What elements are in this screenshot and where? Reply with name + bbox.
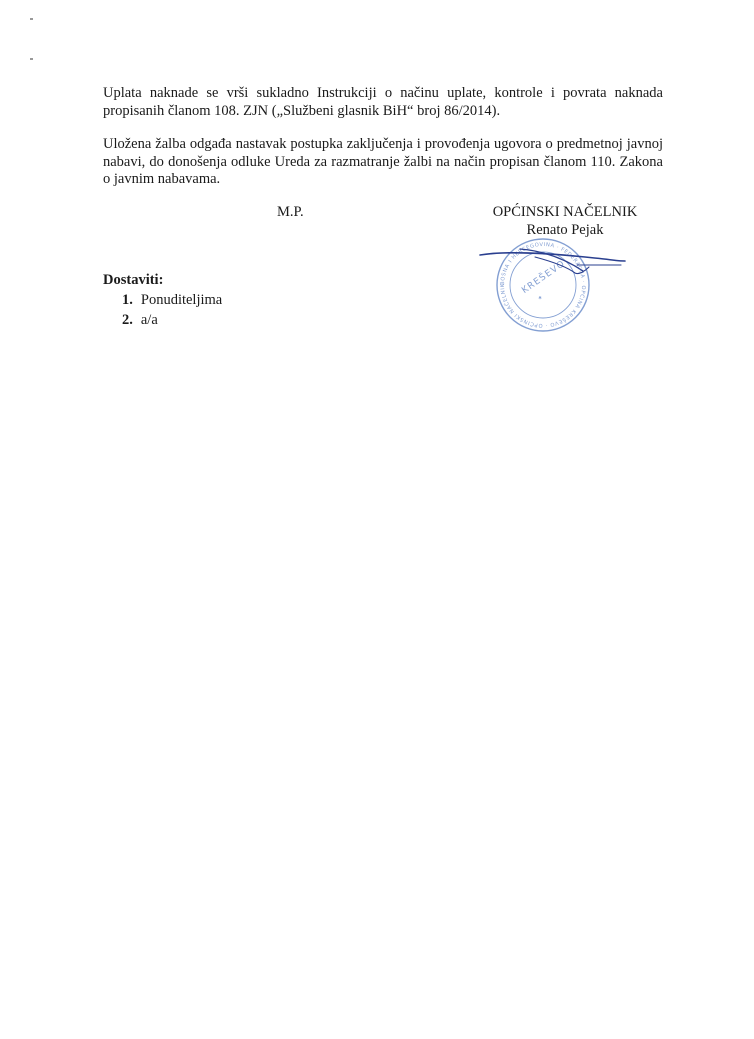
stamp-ring-text: BOSNA I HERCEGOVINA · FEDERACIJA · OPĆINA KREŠEVO · OPĆINSKI NAČELNIK — [499, 241, 587, 329]
margin-mark — [30, 58, 33, 60]
signatory-title: OPĆINSKI NAČELNIK — [492, 204, 638, 220]
list-item-text: Ponuditeljima — [140, 292, 223, 308]
signatory-block — [460, 204, 670, 239]
stamp-placeholder-label: M.P. — [277, 204, 304, 220]
svg-text:★: ★ — [536, 294, 544, 302]
signatory-name: Renato Pejak — [526, 221, 604, 238]
list-item-number: 2. — [122, 312, 133, 328]
list-item — [122, 310, 222, 330]
paragraph-fee-payment: Uplata naknade se vrši sukladno Instrukciji o načinu uplate, kontrole i povrata naknada propisanih članom 108. ZJN („Službeni glasnik BiH“ broj 86/2014). — [103, 85, 663, 119]
list-item — [122, 290, 222, 310]
stamp-center-text: KREŠEVO — [520, 258, 568, 297]
paragraph-appeal-effect: Uložena žalba odgađa nastavak postupka zaključenja i provođenja ugovora o predmetnoj javnoj nabavi, do donošenja odluke Ureda za razmatranje žalbi na način propisan članom 110. Zakona o javnim nabavama. — [103, 136, 663, 187]
list-item-number: 1. — [122, 292, 133, 308]
delivery-list — [122, 290, 222, 330]
delivery-label: Dostaviti: — [103, 272, 164, 288]
margin-mark — [30, 18, 33, 20]
svg-text:BOSNA I HERCEGOVINA · FEDERACI — [500, 242, 586, 328]
official-stamp-and-signature — [475, 237, 635, 337]
list-item-text: a/a — [140, 312, 158, 328]
